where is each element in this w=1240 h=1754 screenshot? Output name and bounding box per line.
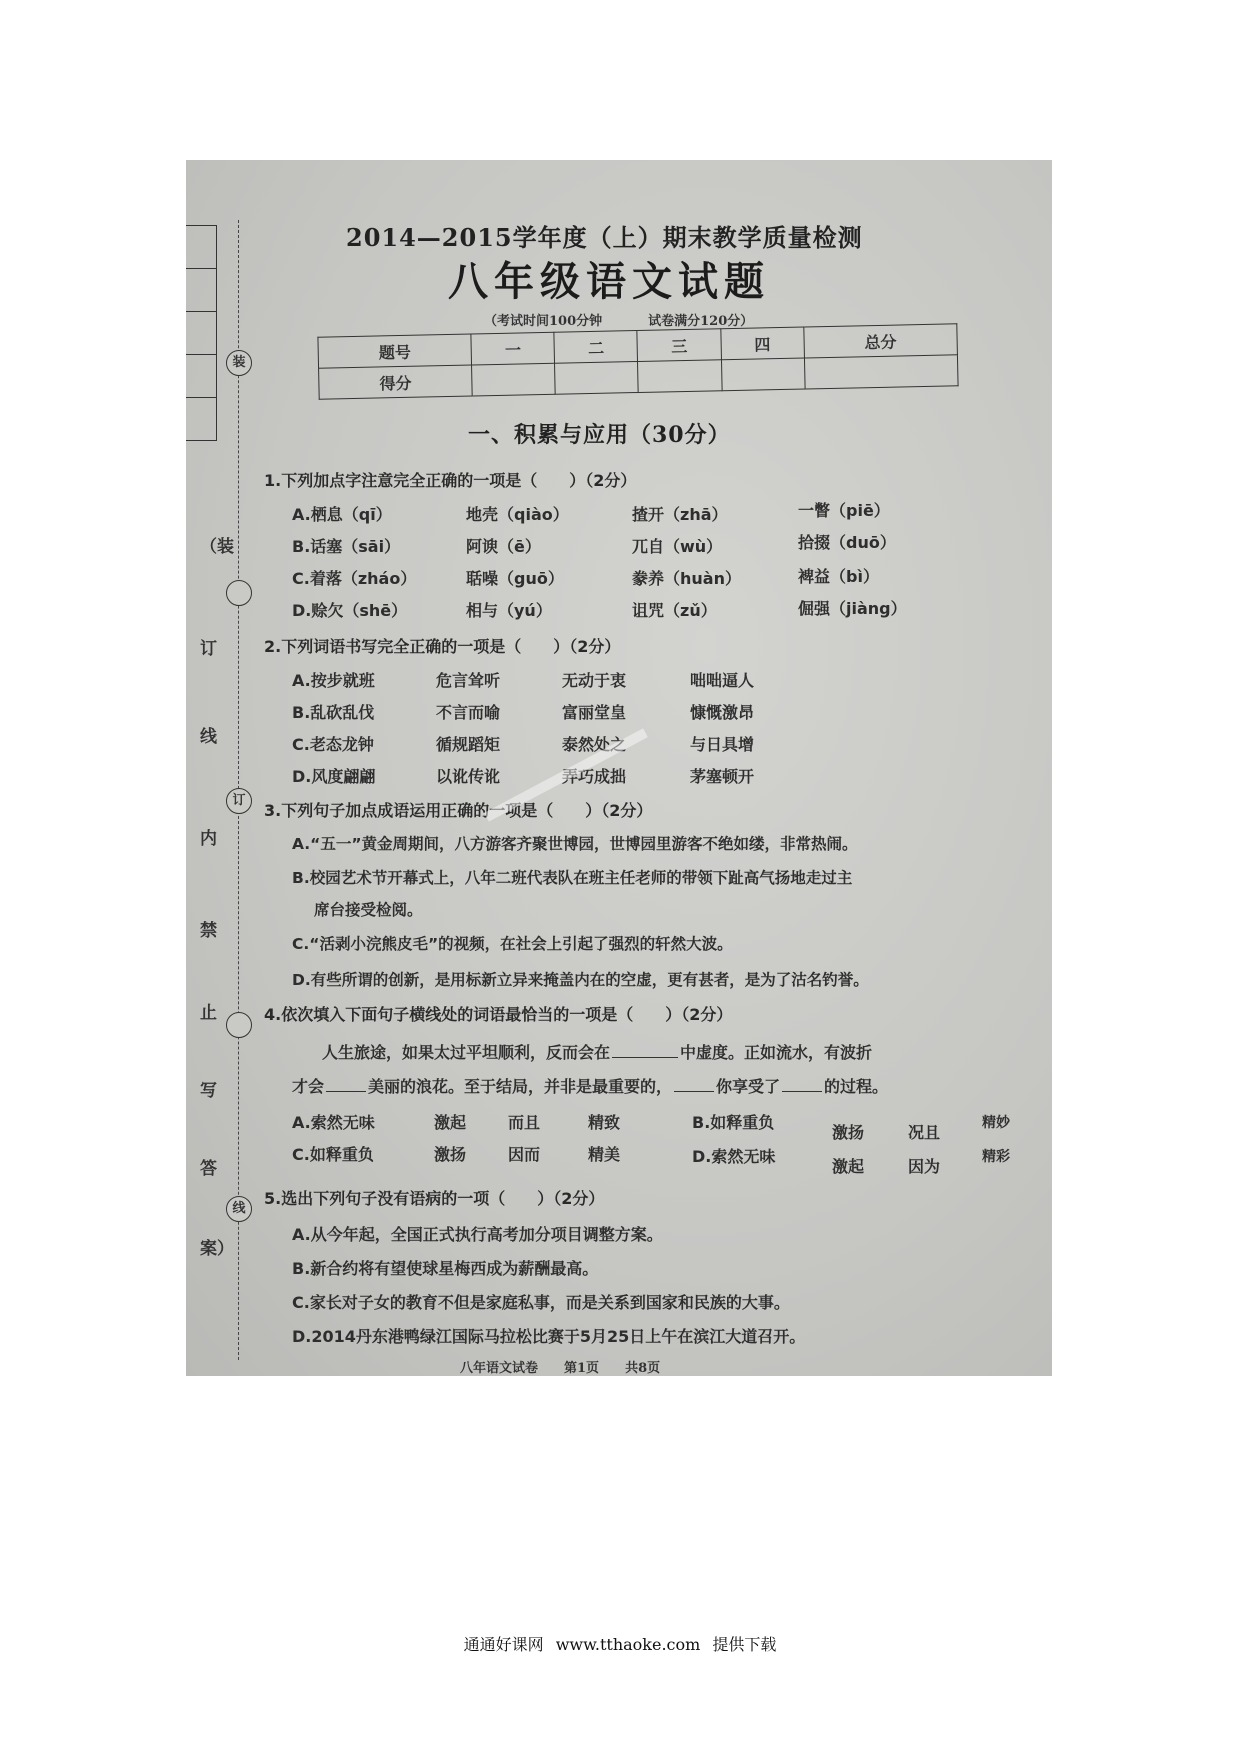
q2-option: 以讹传讹: [436, 767, 501, 786]
q4-option: 激扬: [434, 1145, 467, 1164]
q2-option: 茅塞顿开: [690, 767, 755, 786]
q4-option: 精彩: [982, 1149, 1010, 1165]
q1-option: 揸开（zhā）: [632, 505, 728, 524]
q1-option: C.着落（zháo）: [292, 569, 417, 588]
q2-option: 危言耸听: [436, 671, 501, 690]
q4-option: 激扬: [832, 1123, 865, 1142]
exam-notes: [484, 310, 799, 329]
q4-option: 而且: [508, 1113, 541, 1132]
q4-text: 你享受了: [716, 1077, 781, 1096]
score-note: 试卷满分120分）: [648, 314, 754, 329]
question-stem: 1.下列加点字注意完全正确的一项是（ ）（2分）: [264, 471, 637, 490]
binding-circle-char: 订: [226, 788, 252, 814]
q4-text: 的过程。: [824, 1077, 889, 1096]
binding-circle-char: 装: [226, 350, 252, 376]
fill-blank: [326, 1077, 366, 1092]
score-cell: 四: [720, 327, 804, 360]
q5-option: C.家长对子女的教育不但是家庭私事，而是关系到国家和民族的大事。: [292, 1293, 790, 1312]
fill-blank: [782, 1077, 822, 1092]
binding-char: 禁: [200, 921, 217, 941]
binding-char: （装: [200, 537, 234, 557]
q4-text: 人生旅途，如果太过平坦顺利，反而会在: [322, 1043, 611, 1062]
q4-passage-line: [292, 1074, 888, 1097]
q1-option: 相与（yú）: [466, 601, 552, 620]
q1-option: 阿谀（ē）: [466, 537, 541, 556]
info-box: [186, 269, 216, 312]
q4-option: A.索然无味: [292, 1113, 375, 1132]
q2-option: C.老态龙钟: [292, 735, 374, 754]
score-blank-cell: [721, 358, 805, 391]
score-table: [317, 323, 958, 399]
binding-char: 线: [200, 727, 217, 747]
q4-text: 中虚度。正如流水，有波折: [680, 1043, 873, 1062]
binding-char: 内: [200, 829, 217, 849]
question-stem: 3.下列句子加点成语运用正确的一项是（ ）（2分）: [264, 801, 653, 820]
q4-text: 才会: [292, 1077, 325, 1096]
info-box: [186, 312, 216, 355]
info-box: [186, 355, 216, 398]
q1-option: 一瞥（piē）: [798, 501, 890, 520]
q4-option: 因而: [508, 1145, 541, 1164]
q4-option: B.如释重负: [692, 1113, 775, 1132]
score-blank-cell: [804, 355, 958, 389]
score-blank-cell: [472, 363, 556, 396]
binding-char: 答: [200, 1159, 217, 1179]
score-cell: 一: [471, 332, 555, 365]
q4-option: 精妙: [982, 1115, 1010, 1131]
score-cell: 得分: [319, 365, 473, 399]
q4-text: 美丽的浪花。至于结局，并非是最重要的，: [368, 1077, 673, 1096]
q1-option: 倔强（jiàng）: [798, 599, 907, 618]
score-cell: 总分: [804, 324, 958, 358]
q2-option: 慷慨激昂: [690, 703, 755, 722]
q2-option: 弄巧成拙: [562, 767, 627, 786]
binding-char: 止: [200, 1003, 217, 1023]
q1-option: 拾掇（duō）: [798, 533, 896, 552]
question-stem: 2.下列词语书写完全正确的一项是（ ）（2分）: [264, 637, 621, 656]
footer-site-name: 通通好课网: [463, 1635, 544, 1654]
q5-option: D.2014丹东港鸭绿江国际马拉松比赛于5月25日上午在滨江大道召开。: [292, 1327, 806, 1346]
q4-option: C.如释重负: [292, 1145, 374, 1164]
q3-option: D.有些所谓的创新，是用标新立异来掩盖内在的空虚，更有甚者，是为了沽名钓誉。: [292, 971, 869, 989]
q2-option: D.风度翩翩: [292, 767, 376, 786]
fill-blank: [612, 1043, 678, 1058]
q1-option: 诅咒（zǔ）: [632, 601, 717, 620]
q2-option: 无动于衷: [562, 671, 627, 690]
q2-option: 与日具增: [690, 735, 755, 754]
binding-circle: [226, 580, 252, 606]
q1-option: 聒噪（guō）: [466, 569, 564, 588]
q2-option: B.乱砍乱伐: [292, 703, 375, 722]
info-box: [186, 398, 216, 440]
q1-option: 兀自（wù）: [632, 537, 723, 556]
q4-option: 激起: [832, 1157, 865, 1176]
q1-option: 裨益（bì）: [798, 567, 879, 586]
q2-option: 循规蹈矩: [436, 735, 501, 754]
q2-option: A.按步就班: [292, 671, 375, 690]
score-blank-cell: [555, 362, 639, 395]
score-cell: 二: [554, 331, 638, 364]
q4-passage-line: [322, 1040, 872, 1063]
q1-option: 豢养（huàn）: [632, 569, 741, 588]
binding-char: 写: [200, 1081, 217, 1101]
time-note: （考试时间100分钟: [484, 314, 603, 329]
binding-info-boxes: [186, 225, 217, 441]
download-footer: [0, 1632, 1240, 1655]
q5-option: A.从今年起，全国正式执行高考加分项目调整方案。: [292, 1225, 663, 1244]
q4-option: 激起: [434, 1113, 467, 1132]
score-blank-cell: [638, 360, 722, 393]
q5-option: B.新合约将有望使球星梅西成为薪酬最高。: [292, 1259, 599, 1278]
q2-option: 泰然处之: [562, 735, 627, 754]
q4-option: 精美: [588, 1145, 621, 1164]
q3-option: C.“活剥小浣熊皮毛”的视频，在社会上引起了强烈的轩然大波。: [292, 935, 733, 953]
q1-option: 地壳（qiào）: [466, 505, 569, 524]
q2-option: 富丽堂皇: [562, 703, 627, 722]
fill-blank: [674, 1077, 714, 1092]
q2-option: 不言而喻: [436, 703, 501, 722]
binding-char: 案）: [200, 1239, 234, 1259]
q4-option: 精致: [588, 1113, 621, 1132]
q1-option: D.赊欠（shē）: [292, 601, 408, 620]
exam-photo: [186, 160, 1052, 1376]
q4-option: D.索然无味: [692, 1147, 776, 1166]
footer-download-text: 提供下载: [712, 1635, 777, 1654]
section-heading: 一、积累与应用（30分）: [468, 422, 731, 448]
score-cell: 三: [637, 329, 721, 362]
q3-option: A.“五一”黄金周期间，八方游客齐聚世博园，世博园里游客不绝如缕，非常热闹。: [292, 835, 858, 853]
binding-strip: [186, 160, 266, 1376]
info-box: [186, 226, 216, 269]
footer-page-number: 第1页: [564, 1361, 600, 1376]
footer-page-total: 共8页: [625, 1361, 661, 1376]
footer-paper-name: 八年语文试卷: [460, 1361, 539, 1376]
q3-option: B.校园艺术节开幕式上，八年二班代表队在班主任老师的带领下趾高气扬地走过主: [292, 869, 853, 887]
question-stem: 4.依次填入下面句子横线处的词语最恰当的一项是（ ）（2分）: [264, 1005, 733, 1024]
binding-circle-char: 线: [226, 1196, 252, 1222]
score-cell: 题号: [318, 334, 472, 368]
footer-site-url[interactable]: www.tthaoke.com: [555, 1635, 701, 1654]
exam-page-footer: [460, 1357, 686, 1376]
q1-option: A.栖息（qī）: [292, 505, 392, 524]
q1-option: B.话塞（sāi）: [292, 537, 401, 556]
binding-char: 订: [200, 639, 217, 659]
exam-title: 八年级语文试题: [448, 258, 770, 305]
q4-option: 况且: [908, 1123, 941, 1142]
q3-option-continued: 席台接受检阅。: [314, 901, 423, 919]
question-stem: 5.选出下列句子没有语病的一项（ ）（2分）: [264, 1189, 605, 1208]
exam-header: 2014—2015学年度（上）期末教学质量检测: [346, 223, 863, 252]
binding-circle: [226, 1012, 252, 1038]
q4-option: 因为: [908, 1157, 941, 1176]
q2-option: 咄咄逼人: [690, 671, 755, 690]
